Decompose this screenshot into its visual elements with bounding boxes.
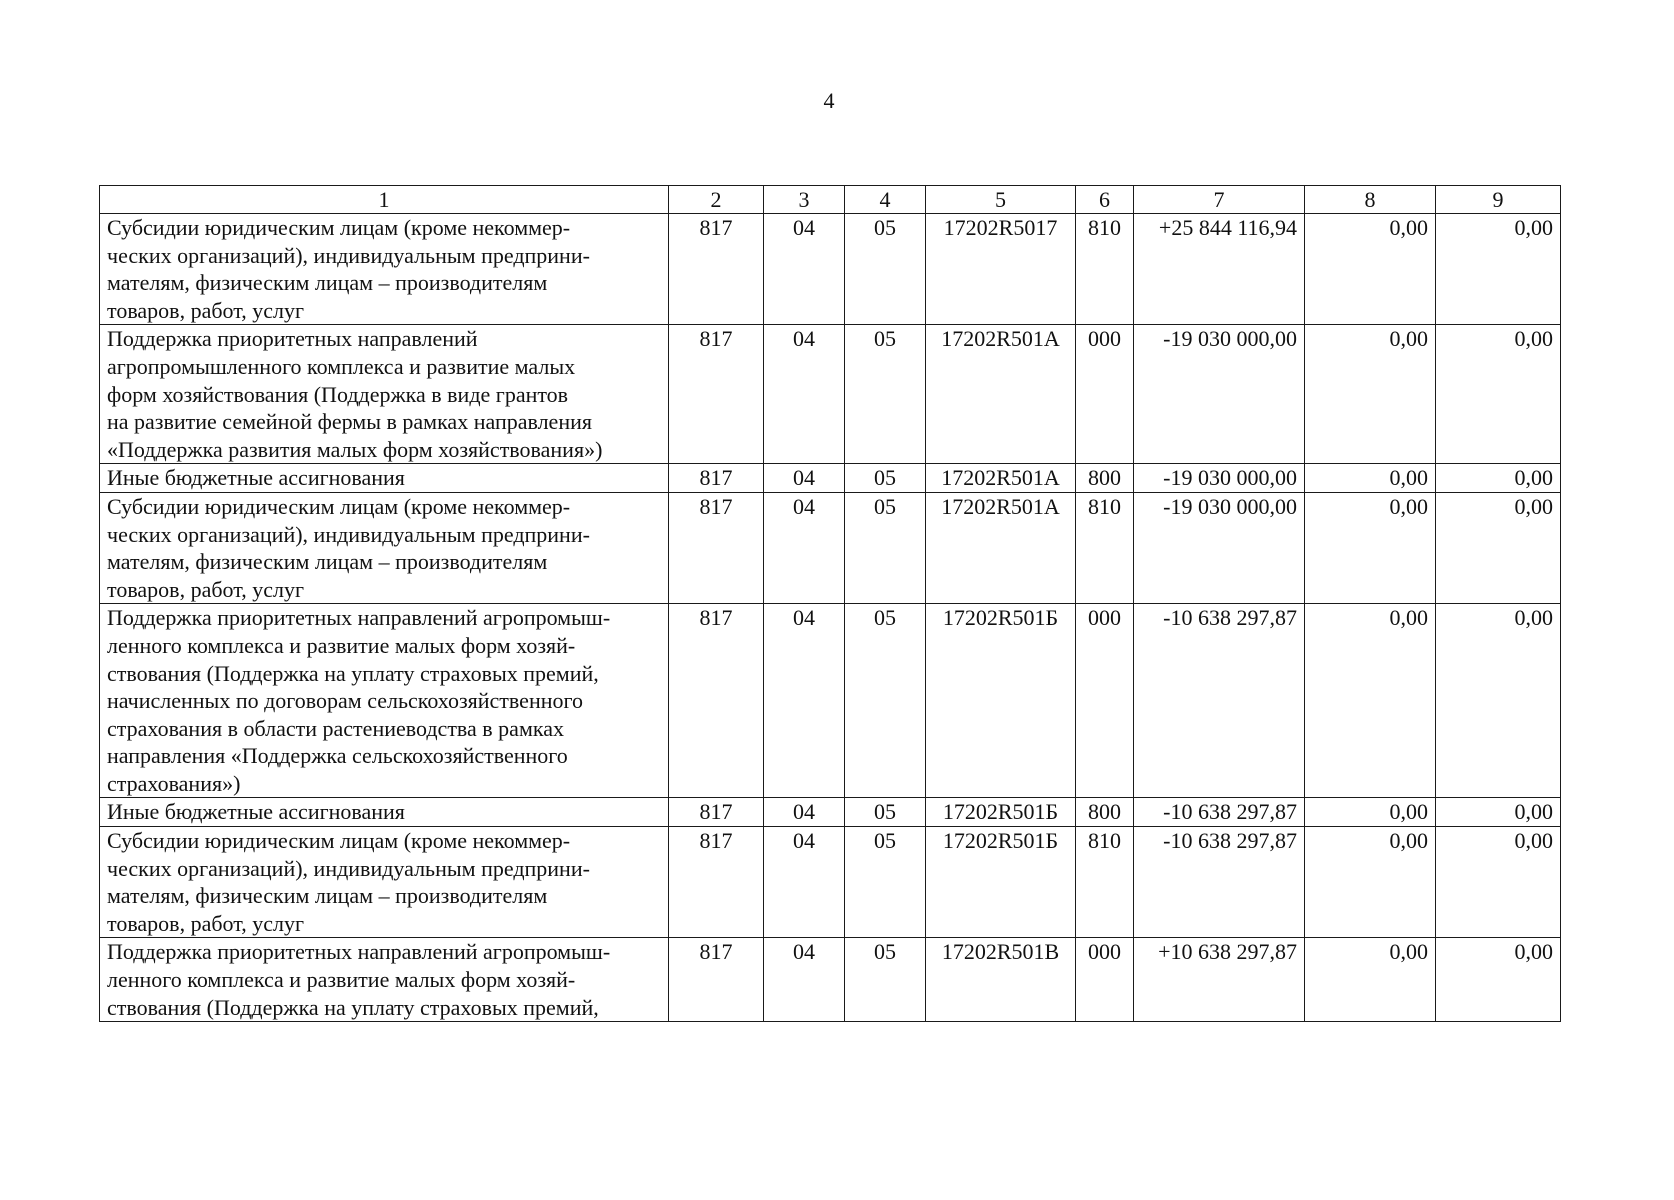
table-row bbox=[100, 492, 1561, 603]
expense-type-cell: 800 bbox=[1076, 798, 1134, 827]
amount-year3-cell: 0,00 bbox=[1436, 604, 1561, 798]
amount-year2-cell: 0,00 bbox=[1305, 214, 1436, 325]
item-name-line: ческих организаций), индивидуальным предприни- bbox=[107, 242, 590, 268]
column-header-4: 4 bbox=[845, 186, 926, 214]
item-name-line: Иные бюджетные ассигнования bbox=[107, 465, 405, 491]
amount-year3-cell: 0,00 bbox=[1436, 798, 1561, 827]
column-header-7: 7 bbox=[1134, 186, 1305, 214]
item-name-line: начисленных по договорам сельскохозяйственного bbox=[107, 688, 583, 714]
amount-year2-cell: 0,00 bbox=[1305, 604, 1436, 798]
target-item-cell: 17202R501А bbox=[926, 464, 1076, 493]
item-name-line: товаров, работ, услуг bbox=[107, 297, 304, 323]
column-header-5: 5 bbox=[926, 186, 1076, 214]
gr-code-cell: 817 bbox=[669, 214, 764, 325]
item-name-cell bbox=[100, 938, 669, 1022]
section-cell: 04 bbox=[764, 492, 845, 603]
column-header-2: 2 bbox=[669, 186, 764, 214]
item-name-line: Поддержка приоритетных направлений bbox=[107, 326, 478, 352]
item-name-line: Поддержка приоритетных направлений агропромыш- bbox=[107, 939, 611, 965]
table-row bbox=[100, 325, 1561, 464]
section-cell: 04 bbox=[764, 325, 845, 464]
item-name-cell bbox=[100, 214, 669, 325]
gr-code-cell: 817 bbox=[669, 325, 764, 464]
expense-type-cell: 810 bbox=[1076, 492, 1134, 603]
item-name-line: Поддержка приоритетных направлений агропромыш- bbox=[107, 605, 611, 631]
amount-year3-cell: 0,00 bbox=[1436, 325, 1561, 464]
budget-table bbox=[99, 185, 1561, 1022]
gr-code-cell: 817 bbox=[669, 827, 764, 938]
amount-cell: -19 030 000,00 bbox=[1134, 492, 1305, 603]
column-header-3: 3 bbox=[764, 186, 845, 214]
target-item-cell: 17202R501А bbox=[926, 325, 1076, 464]
subsection-cell: 05 bbox=[845, 492, 926, 603]
target-item-cell: 17202R5017 bbox=[926, 214, 1076, 325]
item-name-line: «Поддержка развития малых форм хозяйствования») bbox=[107, 436, 603, 462]
item-name-cell bbox=[100, 604, 669, 798]
item-name-line: ствования (Поддержка на уплату страховых премий, bbox=[107, 994, 599, 1020]
table-body bbox=[100, 214, 1561, 1022]
page-number: 4 bbox=[823, 88, 835, 113]
target-item-cell: 17202R501А bbox=[926, 492, 1076, 603]
table-row bbox=[100, 214, 1561, 325]
table-row bbox=[100, 938, 1561, 1022]
item-name-cell bbox=[100, 798, 669, 827]
amount-year2-cell: 0,00 bbox=[1305, 325, 1436, 464]
expense-type-cell: 810 bbox=[1076, 214, 1134, 325]
amount-year3-cell: 0,00 bbox=[1436, 827, 1561, 938]
gr-code-cell: 817 bbox=[669, 464, 764, 493]
subsection-cell: 05 bbox=[845, 827, 926, 938]
table-row bbox=[100, 464, 1561, 493]
amount-cell: -10 638 297,87 bbox=[1134, 798, 1305, 827]
item-name-cell bbox=[100, 492, 669, 603]
item-name-line: Иные бюджетные ассигнования bbox=[107, 799, 405, 825]
table-row bbox=[100, 798, 1561, 827]
target-item-cell: 17202R501Б bbox=[926, 604, 1076, 798]
table-row bbox=[100, 827, 1561, 938]
item-name-line: агропромышленного комплекса и развитие малых bbox=[107, 353, 576, 379]
expense-type-cell: 000 bbox=[1076, 938, 1134, 1022]
item-name-line: товаров, работ, услуг bbox=[107, 910, 304, 936]
amount-year2-cell: 0,00 bbox=[1305, 492, 1436, 603]
amount-year2-cell: 0,00 bbox=[1305, 798, 1436, 827]
item-name-line: мателям, физическим лицам – производителям bbox=[107, 883, 548, 909]
item-name-line: ческих организаций), индивидуальным предприни- bbox=[107, 855, 590, 881]
item-name-line: страхования») bbox=[107, 770, 241, 796]
section-cell: 04 bbox=[764, 827, 845, 938]
section-cell: 04 bbox=[764, 214, 845, 325]
target-item-cell: 17202R501В bbox=[926, 938, 1076, 1022]
expense-type-cell: 000 bbox=[1076, 604, 1134, 798]
table-row bbox=[100, 604, 1561, 798]
target-item-cell: 17202R501Б bbox=[926, 798, 1076, 827]
subsection-cell: 05 bbox=[845, 798, 926, 827]
amount-year3-cell: 0,00 bbox=[1436, 464, 1561, 493]
item-name-cell bbox=[100, 325, 669, 464]
section-cell: 04 bbox=[764, 938, 845, 1022]
column-header-8: 8 bbox=[1305, 186, 1436, 214]
subsection-cell: 05 bbox=[845, 464, 926, 493]
amount-cell: +25 844 116,94 bbox=[1134, 214, 1305, 325]
expense-type-cell: 810 bbox=[1076, 827, 1134, 938]
amount-cell: +10 638 297,87 bbox=[1134, 938, 1305, 1022]
target-item-cell: 17202R501Б bbox=[926, 827, 1076, 938]
item-name-cell bbox=[100, 827, 669, 938]
column-header-1: 1 bbox=[100, 186, 669, 214]
amount-cell: -10 638 297,87 bbox=[1134, 827, 1305, 938]
item-name-line: Субсидии юридическим лицам (кроме некоммер- bbox=[107, 828, 571, 854]
item-name-line: направления «Поддержка сельскохозяйственного bbox=[107, 743, 568, 769]
gr-code-cell: 817 bbox=[669, 492, 764, 603]
amount-year2-cell: 0,00 bbox=[1305, 827, 1436, 938]
item-name-line: мателям, физическим лицам – производителям bbox=[107, 549, 548, 575]
item-name-cell bbox=[100, 464, 669, 493]
expense-type-cell: 800 bbox=[1076, 464, 1134, 493]
gr-code-cell: 817 bbox=[669, 798, 764, 827]
item-name-line: на развитие семейной фермы в рамках направления bbox=[107, 409, 592, 435]
item-name-line: мателям, физическим лицам – производителям bbox=[107, 270, 548, 296]
subsection-cell: 05 bbox=[845, 214, 926, 325]
amount-cell: -19 030 000,00 bbox=[1134, 464, 1305, 493]
gr-code-cell: 817 bbox=[669, 938, 764, 1022]
column-header-9: 9 bbox=[1436, 186, 1561, 214]
amount-year2-cell: 0,00 bbox=[1305, 464, 1436, 493]
amount-year3-cell: 0,00 bbox=[1436, 492, 1561, 603]
section-cell: 04 bbox=[764, 604, 845, 798]
item-name-line: страхования в области растениеводства в рамках bbox=[107, 715, 564, 741]
section-cell: 04 bbox=[764, 798, 845, 827]
item-name-line: товаров, работ, услуг bbox=[107, 576, 304, 602]
subsection-cell: 05 bbox=[845, 325, 926, 464]
amount-cell: -10 638 297,87 bbox=[1134, 604, 1305, 798]
section-cell: 04 bbox=[764, 464, 845, 493]
subsection-cell: 05 bbox=[845, 604, 926, 798]
item-name-line: Субсидии юридическим лицам (кроме некоммер- bbox=[107, 493, 571, 519]
subsection-cell: 05 bbox=[845, 938, 926, 1022]
amount-year3-cell: 0,00 bbox=[1436, 938, 1561, 1022]
item-name-line: форм хозяйствования (Поддержка в виде грантов bbox=[107, 381, 569, 407]
table-header-row bbox=[100, 186, 1561, 214]
column-header-6: 6 bbox=[1076, 186, 1134, 214]
item-name-line: ленного комплекса и развитие малых форм хозяй- bbox=[107, 967, 576, 993]
gr-code-cell: 817 bbox=[669, 604, 764, 798]
amount-year2-cell: 0,00 bbox=[1305, 938, 1436, 1022]
amount-cell: -19 030 000,00 bbox=[1134, 325, 1305, 464]
item-name-line: ствования (Поддержка на уплату страховых премий, bbox=[107, 660, 599, 686]
item-name-line: ческих организаций), индивидуальным предприни- bbox=[107, 521, 590, 547]
item-name-line: ленного комплекса и развитие малых форм хозяй- bbox=[107, 632, 576, 658]
expense-type-cell: 000 bbox=[1076, 325, 1134, 464]
item-name-line: Субсидии юридическим лицам (кроме некоммер- bbox=[107, 215, 571, 240]
amount-year3-cell: 0,00 bbox=[1436, 214, 1561, 325]
